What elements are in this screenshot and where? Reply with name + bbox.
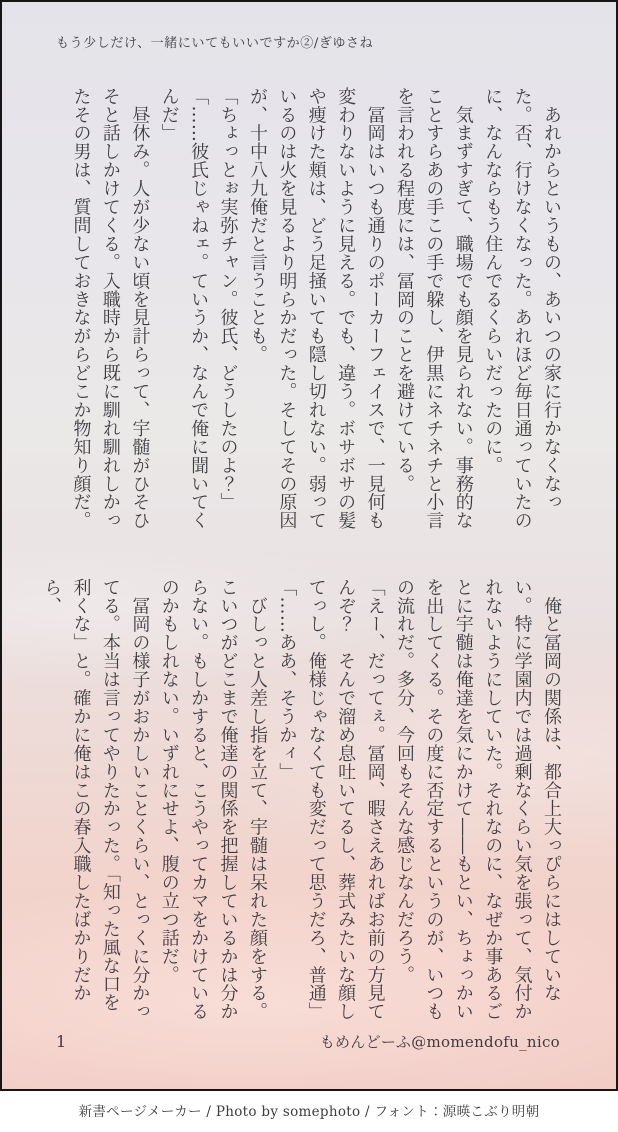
- paragraph: 「えー、だってぇ。冨岡、暇さえあればお前の方見てんぞ？ そんで溜め息吐いてるし、葬式みたいな顔してっし。俺様じゃなくても変だって思うだろ、普通」: [305, 578, 386, 1021]
- paragraph: びしっと人差し指を立て、宇髄は呆れた顔をする。こいつがどこまで俺達の関係を把握しているかは分からない。もしかすると、こうやってカマをかけているのかもしれない。いずれにせよ、腹の立つ話だ。: [158, 578, 268, 1021]
- paragraph: 「……ああ、そうかィ」: [276, 578, 298, 781]
- generator-caption: 新書ページメーカー / Photo by somephoto / フォント：源暎こぶり明朝: [78, 1104, 540, 1120]
- page-title: もう少しだけ、一緒にいてもいいですか②/ぎゆさね: [56, 36, 374, 51]
- paragraph: 冨岡の様子がおかしいことくらい、とっくに分かってる。本当は言ってやりたかった。「知った風な口を利くな」と。確かに俺はこの春入職したばかりだから、: [41, 578, 151, 1021]
- paragraph: 昼休み。人が少ない頃を見計らって、宇髄がひそひそと話しかけてくる。入職時から既に馴れ馴れしかったその男は、質問しておきながらどこか物知り顔だ。: [70, 87, 151, 530]
- paragraph: 俺と冨岡の関係は、都合上大っぴらにはしていない。特に学園内では過剰なくらい気を張って、気付かれないようにしていた。それなのに、なぜか事あるごとに宇髄は俺達を気にかけて――もとい、ちょっかいを出してくる。その度に否定するというのが、いつもの流れだ。多分、今回もそんな感じなんだろう。: [393, 578, 562, 1021]
- paragraph: 「ちょっとぉ実弥チャン。彼氏、どうしたのよ？」: [217, 87, 239, 512]
- paragraph: 気まずすぎて、職場でも顔を見られない。事務的なことすらあの手この手で躱し、伊黒にネチネチと小言を言われる程度には、冨岡のことを避けている。: [393, 87, 474, 530]
- author-credit: もめんどーふ@momendofu_nico: [319, 1033, 560, 1051]
- paragraph: 冨岡はいつも通りのポーカーフェイスで、一見何も変わりないように見える。でも、違う。ボサボサの髪や痩けた頬は、どう足掻いても隠し切れない。弱っているのは火を見るより明らかだった。そしてその原因が、十中八九俺だと言うことも。: [246, 87, 386, 530]
- paragraph: あれからというもの、あいつの家に行かなくなった。否、行けなくなった。あれほど毎日通っていたのに、なんならもう住んでるくらいだったのに。: [482, 87, 562, 530]
- text-block-upper: [66, 87, 566, 537]
- paragraph: 「……彼氏じゃねェ。ていうか、なんで俺に聞いてくんだ」: [158, 87, 210, 530]
- text-block-lower: [37, 578, 566, 1028]
- page-number: 1: [56, 1032, 67, 1051]
